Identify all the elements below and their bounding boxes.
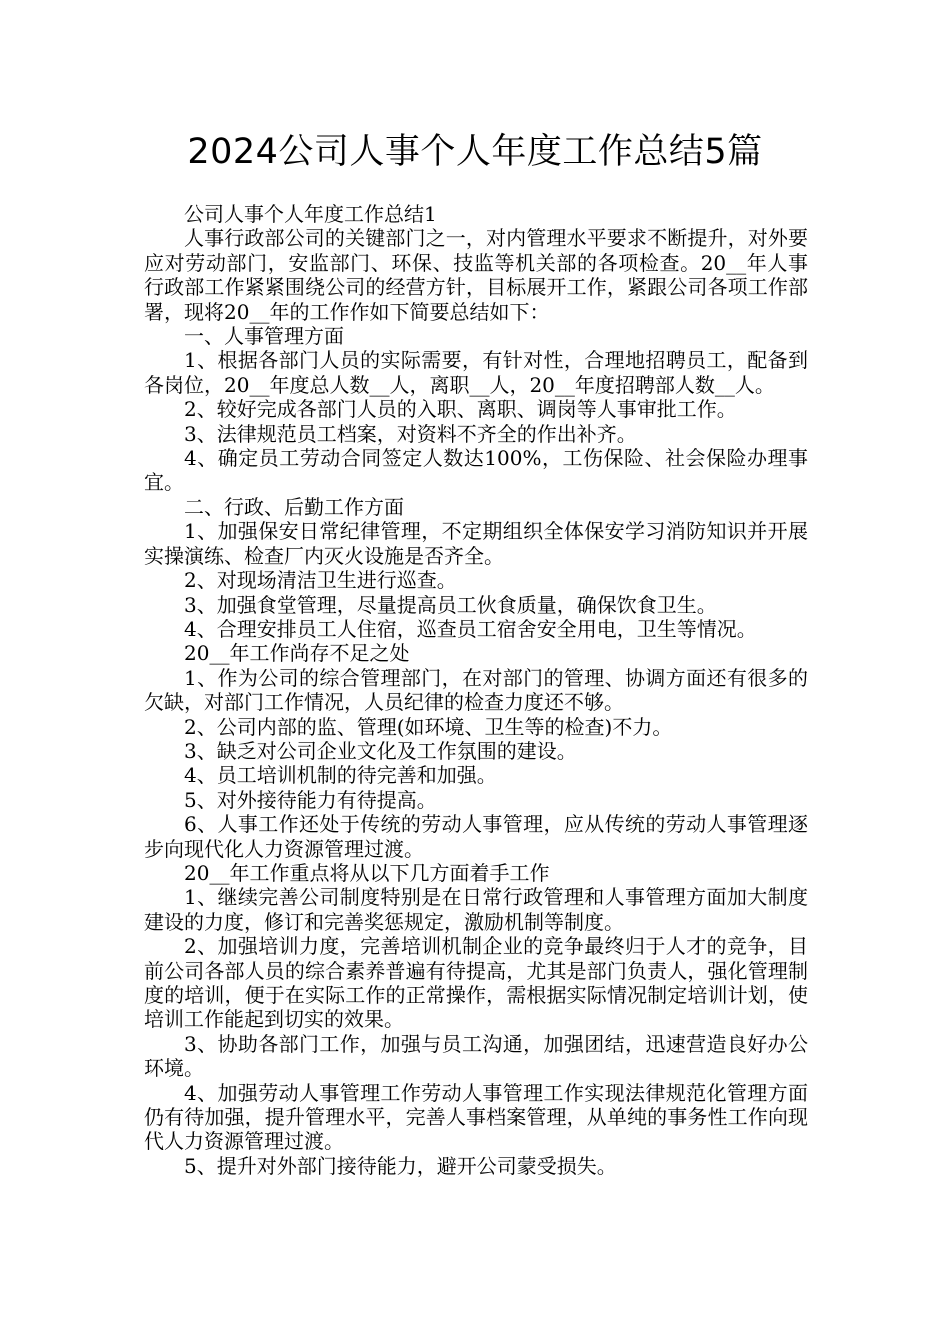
paragraph-4: 1、根据各部门人员的实际需要，有针对性，合理地招聘员工，配备到各岗位，20__年度总人数__人，离职__人，20__年度招聘部人数__人。 [144, 348, 808, 397]
section-heading-1: 一、人事管理方面 [184, 324, 344, 349]
document-body [144, 202, 808, 1178]
paragraph-11: 3、加强食堂管理，尽量提高员工伙食质量，确保饮食卫生。 [184, 592, 717, 617]
paragraph-23: 3、协助各部门工作，加强与员工沟通，加强团结，迅速营造良好办公环境。 [144, 1031, 808, 1081]
paragraph-15: 2、公司内部的监、管理(如环境、卫生等的检查)不力。 [184, 714, 673, 739]
section-heading-2: 二、行政、后勤工作方面 [184, 494, 404, 519]
paragraph-6: 3、法律规范员工档案，对资料不齐全的作出补齐。 [184, 421, 637, 446]
paragraph-25: 5、提升对外部门接待能力，避开公司蒙受损失。 [184, 1153, 617, 1178]
paragraph-21: 1、继续完善公司制度特别是在日常行政管理和人事管理方面加大制度建设的力度，修订和完善奖惩规定，激励机制等制度。 [144, 885, 808, 934]
paragraph-2: 人事行政部公司的关键部门之一，对内管理水平要求不断提升，对外要应对劳动部门，安监部门、环保、技监等机关部的各项检查。20__年人事行政部工作紧紧围绕公司的经营方针，目标展开工作，紧跟公司各项工作部署，现将20__年的工作作如下简要总结如下： [144, 226, 808, 324]
paragraph-1: 公司人事个人年度工作总结1 [184, 202, 437, 226]
paragraph-18: 5、对外接待能力有待提高。 [184, 787, 437, 812]
paragraph-5: 2、较好完成各部门人员的入职、离职、调岗等人事审批工作。 [184, 397, 737, 422]
paragraph-12: 4、合理安排员工人住宿，巡查员工宿舍安全用电，卫生等情况。 [184, 616, 757, 641]
paragraph-22: 2、加强培训力度，完善培训机制企业的竞争最终归于人才的竞争，目前公司各部人员的综合素养普遍有待提高，尤其是部门负责人，强化管理制度的培训，便于在实际工作的正常操作，需根据实际情况制定培训计划，使培训工作能起到切实的效果。 [144, 934, 808, 1032]
paragraph-19: 6、人事工作还处于传统的劳动人事管理，应从传统的劳动人事管理逐步向现代化人力资源管理过渡。 [144, 812, 808, 861]
paragraph-7: 4、确定员工劳动合同签定人数达100%，工伤保险、社会保险办理事宜。 [144, 446, 808, 495]
paragraph-9: 1、加强保安日常纪律管理，不定期组织全体保安学习消防知识并开展实操演练、检查厂内灭火设施是否齐全。 [144, 519, 808, 568]
section-heading-3: 20__年工作尚存不足之处 [184, 641, 410, 666]
paragraph-17: 4、员工培训机制的待完善和加强。 [184, 763, 497, 788]
paragraph-24: 4、加强劳动人事管理工作劳动人事管理工作实现法律规范化管理方面仍有待加强，提升管理水平，完善人事档案管理，从单纯的事务性工作向现代人力资源管理过渡。 [144, 1080, 808, 1154]
paragraph-14: 1、作为公司的综合管理部门，在对部门的管理、协调方面还有很多的欠缺，对部门工作情况，人员纪律的检查力度还不够。 [144, 665, 808, 715]
paragraph-10: 2、对现场清洁卫生进行巡查。 [184, 568, 457, 593]
section-heading-4: 20__年工作重点将从以下几方面着手工作 [184, 860, 550, 885]
paragraph-16: 3、缺乏对公司企业文化及工作氛围的建设。 [184, 738, 577, 763]
document-title: 2024公司人事个人年度工作总结5篇 [187, 132, 763, 172]
